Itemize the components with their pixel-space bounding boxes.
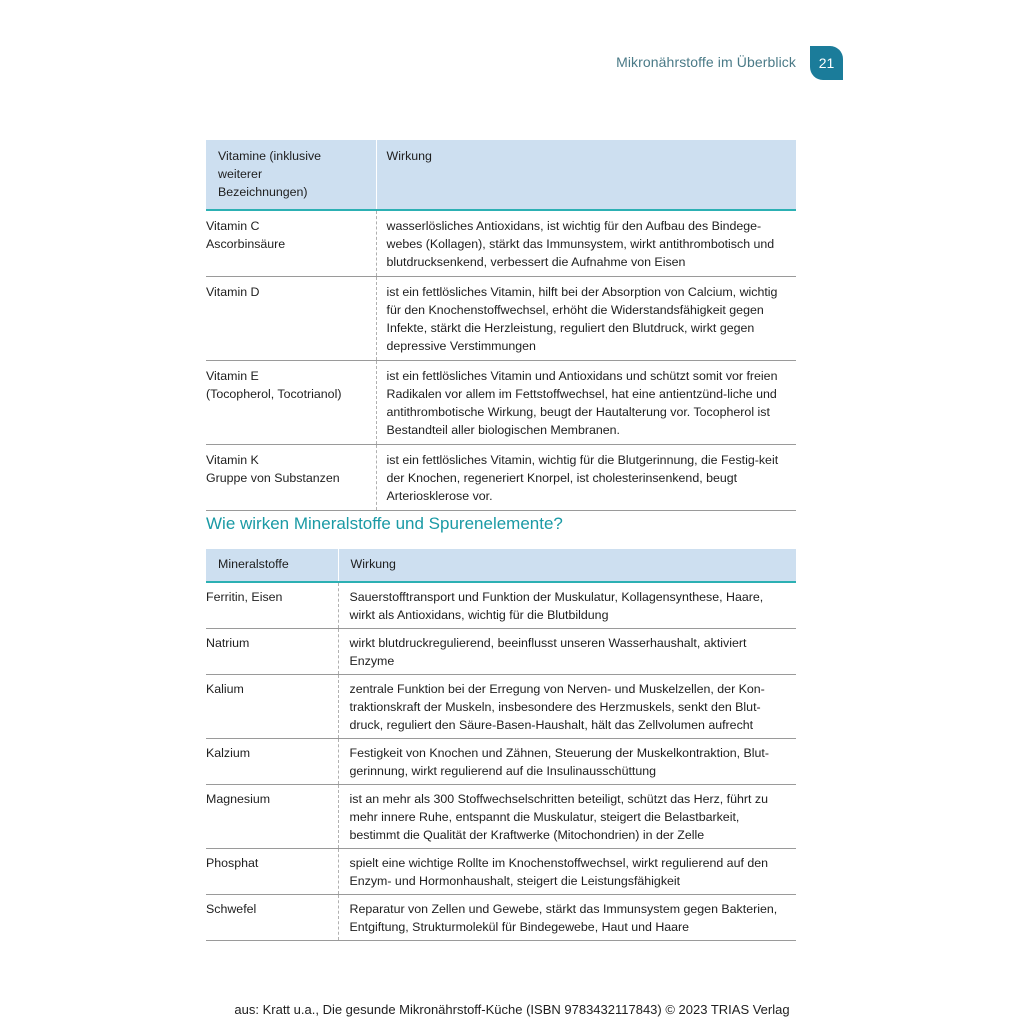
table-row <box>206 361 796 445</box>
column-header-vitamins: Vitamine (inklusive weiterer Bezeichnungen) <box>206 140 376 210</box>
vitamin-name: Vitamin K Gruppe von Substanzen <box>206 445 376 511</box>
mineral-effect: spielt eine wichtige Rollte im Knochenstoffwechsel, wirkt regulierend auf den Enzym- und Hormonhaushalt, steigert die Leistungsfähigkeit <box>338 849 796 895</box>
table-row <box>206 849 796 895</box>
mineral-name: Kalium <box>206 675 338 739</box>
mineral-effect: Festigkeit von Knochen und Zähnen, Steuerung der Muskelkontraktion, Blut-gerinnung, wirkt regulierend auf die Insulinausschüttung <box>338 739 796 785</box>
column-header-effect: Wirkung <box>338 549 796 582</box>
mineral-effect: ist an mehr als 300 Stoffwechselschritten beteiligt, schützt das Herz, führt zu mehr innere Ruhe, entspannt die Muskulatur, steigert die Belastbarkeit, bestimmt die Qualität der Kraftwerke (Mitochondrien) in der Zelle <box>338 785 796 849</box>
vitamins-table <box>206 140 796 511</box>
minerals-table <box>206 549 796 941</box>
table-header-row <box>206 549 796 582</box>
table-row <box>206 895 796 941</box>
table-row <box>206 675 796 739</box>
table-row <box>206 277 796 361</box>
mineral-effect: zentrale Funktion bei der Erregung von Nerven- und Muskelzellen, der Kon-traktionskraft der Muskeln, insbesondere des Herzmuskels, senkt den Blut-druck, reguliert den Säure-Basen-Haushalt, hält das Zellvolumen aufrecht <box>338 675 796 739</box>
mineral-name: Schwefel <box>206 895 338 941</box>
mineral-name: Ferritin, Eisen <box>206 582 338 629</box>
vitamin-name: Vitamin D <box>206 277 376 361</box>
table-row <box>206 210 796 277</box>
vitamin-effect: wasserlösliches Antioxidans, ist wichtig für den Aufbau des Bindege-webes (Kollagen), stärkt das Immunsystem, wirkt antithrombotisch und blutdrucksenkend, verbessert die Aufnahme von Eisen <box>376 210 796 277</box>
vitamin-effect: ist ein fettlösliches Vitamin, hilft bei der Absorption von Calcium, wichtig für den Knochenstoffwechsel, erhöht die Widerstandsfähigkeit gegen Infekte, stärkt die Herzleistung, reguliert den Blutdruck, wirkt gegen depressive Verstimmungen <box>376 277 796 361</box>
mineral-effect: Sauerstofftransport und Funktion der Muskulatur, Kollagensynthese, Haare, wirkt als Antioxidans, wichtig für die Blutbildung <box>338 582 796 629</box>
mineral-effect: Reparatur von Zellen und Gewebe, stärkt das Immunsystem gegen Bakterien, Entgiftung, Strukturmolekül für Bindegewebe, Haut und Haare <box>338 895 796 941</box>
mineral-name: Phosphat <box>206 849 338 895</box>
table-row <box>206 629 796 675</box>
table-row <box>206 445 796 511</box>
vitamin-effect: ist ein fettlösliches Vitamin und Antioxidans und schützt somit vor freien Radikalen vor allem im Fettstoffwechsel, hat eine antientzünd-liche und antithrombotische Wirkung, beugt der Hautalterung vor. Tocopherol ist Bestandteil aller biologischen Membranen. <box>376 361 796 445</box>
vitamin-effect: ist ein fettlösliches Vitamin, wichtig für die Blutgerinnung, die Festig-keit der Knochen, regeneriert Knorpel, ist cholesterinsenkend, beugt Arteriosklerose vor. <box>376 445 796 511</box>
mineral-name: Kalzium <box>206 739 338 785</box>
column-header-minerals: Mineralstoffe <box>206 549 338 582</box>
table-row <box>206 739 796 785</box>
minerals-section-heading: Wie wirken Mineralstoffe und Spurenelemente? <box>206 514 563 533</box>
mineral-name: Magnesium <box>206 785 338 849</box>
vitamin-name: Vitamin E (Tocopherol, Tocotrianol) <box>206 361 376 445</box>
mineral-name: Natrium <box>206 629 338 675</box>
vitamin-name: Vitamin C Ascorbinsäure <box>206 210 376 277</box>
page-number-badge: 21 <box>810 46 843 80</box>
running-title: Mikronährstoffe im Überblick <box>616 54 796 70</box>
table-header-row <box>206 140 796 210</box>
mineral-effect: wirkt blutdruckregulierend, beeinflusst unseren Wasserhaushalt, aktiviert Enzyme <box>338 629 796 675</box>
footer-citation: aus: Kratt u.a., Die gesunde Mikronährstoff-Küche (ISBN 9783432117843) © 2023 TRIAS Verlag <box>234 1002 790 1017</box>
column-header-effect: Wirkung <box>376 140 796 210</box>
table-row <box>206 785 796 849</box>
table-row <box>206 582 796 629</box>
